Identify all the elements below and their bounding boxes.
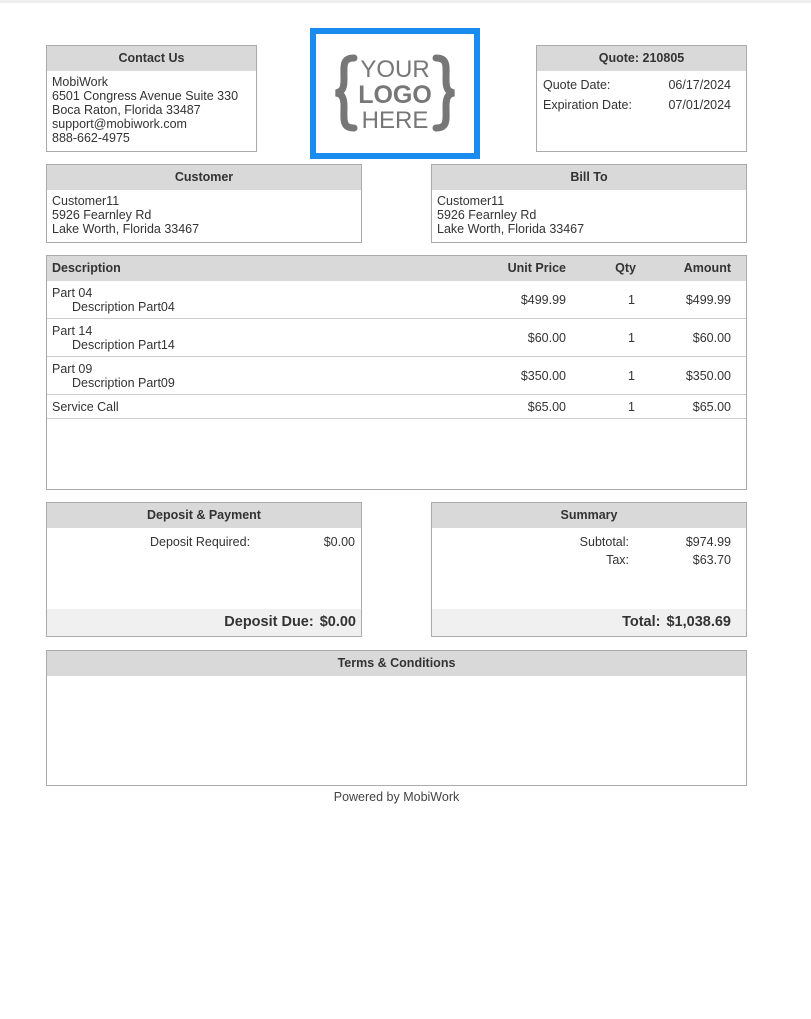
quote-date-label: Quote Date:: [543, 78, 611, 92]
subtotal-label: Subtotal:: [579, 535, 629, 549]
expiration-date-label: Expiration Date:: [543, 98, 632, 112]
logo-placeholder: [310, 28, 480, 159]
bill-to-box: [431, 164, 747, 243]
contact-details: [47, 71, 256, 146]
quote-date-value: 06/17/2024: [668, 78, 731, 92]
contact-address: 6501 Congress Avenue Suite 330: [52, 88, 239, 103]
customer-name: Customer11: [52, 194, 120, 208]
item-qty: 1: [628, 369, 635, 383]
tax-label: Tax:: [606, 553, 629, 567]
deposit-required-value: $0.00: [323, 535, 355, 549]
contact-company: MobiWork: [52, 75, 109, 89]
table-row: [47, 281, 746, 319]
bill-to-details: [432, 190, 746, 237]
item-unit-price: $60.00: [527, 331, 566, 345]
customer-box: [46, 164, 362, 243]
customer-street: 5926 Fearnley Rd: [52, 207, 152, 222]
logo-graphic: [316, 34, 474, 153]
item-amount: $60.00: [692, 331, 731, 345]
customer-title: Customer: [47, 165, 361, 190]
total-label: Total:: [622, 614, 661, 630]
total-value: $1,038.69: [666, 614, 731, 630]
bill-to-street: 5926 Fearnley Rd: [437, 207, 537, 222]
item-amount: $350.00: [685, 369, 731, 383]
top-divider: [0, 0, 811, 3]
powered-by-footer: Powered by MobiWork: [333, 790, 460, 804]
logo-text-logo: LOGO: [358, 81, 432, 109]
quote-box: [536, 45, 747, 152]
contact-email: support@mobiwork.com: [52, 116, 187, 131]
deposit-due-value: $0.00: [319, 614, 356, 630]
deposit-payment-box: [46, 502, 362, 637]
terms-title: Terms & Conditions: [47, 651, 746, 676]
deposit-required-label: Deposit Required:: [150, 535, 251, 549]
table-row: [47, 357, 746, 395]
contact-phone: 888-662-4975: [52, 130, 130, 145]
table-header: [47, 256, 746, 281]
summary-title: Summary: [432, 503, 746, 528]
item-unit-price: $499.99: [520, 293, 566, 307]
item-unit-price: $350.00: [520, 369, 566, 383]
item-name: Part 04: [52, 286, 93, 300]
item-name: Part 14: [52, 324, 93, 338]
summary-box: [431, 502, 747, 637]
header-qty: Qty: [615, 261, 636, 275]
terms-conditions-box: [46, 650, 747, 786]
bill-to-city: Lake Worth, Florida 33467: [437, 221, 585, 236]
item-description: Description Part14: [72, 338, 175, 352]
item-qty: 1: [628, 400, 635, 414]
customer-city: Lake Worth, Florida 33467: [52, 221, 200, 236]
expiration-date-value: 07/01/2024: [668, 98, 731, 112]
header-description: Description: [52, 261, 121, 275]
logo-text-here: HERE: [361, 107, 429, 134]
item-name: Service Call: [52, 400, 119, 414]
line-items-table: [46, 255, 747, 490]
table-row: [47, 319, 746, 357]
item-description: Description Part04: [72, 300, 175, 314]
subtotal-value: $974.99: [685, 535, 731, 549]
logo-text-your: YOUR: [360, 56, 430, 83]
left-brace-icon: [336, 58, 354, 128]
bill-to-name: Customer11: [437, 194, 505, 208]
header-unit-price: Unit Price: [507, 261, 566, 275]
contact-box: [46, 45, 257, 152]
item-amount: $499.99: [685, 293, 731, 307]
customer-details: [47, 190, 361, 237]
item-amount: $65.00: [692, 400, 731, 414]
quote-title: Quote: 210805: [537, 46, 746, 71]
deposit-title: Deposit & Payment: [47, 503, 361, 528]
tax-value: $63.70: [692, 553, 731, 567]
deposit-due-footer: [47, 609, 361, 636]
contact-city: Boca Raton, Florida 33487: [52, 102, 201, 117]
item-qty: 1: [628, 331, 635, 345]
right-brace-icon: [436, 58, 454, 128]
table-row: [47, 395, 746, 419]
item-unit-price: $65.00: [527, 400, 566, 414]
item-description: Description Part09: [72, 376, 175, 390]
total-footer: [432, 609, 746, 636]
item-name: Part 09: [52, 362, 93, 376]
item-qty: 1: [628, 293, 635, 307]
contact-title: Contact Us: [47, 46, 256, 71]
deposit-due-label: Deposit Due:: [224, 614, 314, 630]
bill-to-title: Bill To: [432, 165, 746, 190]
header-amount: Amount: [683, 261, 731, 275]
